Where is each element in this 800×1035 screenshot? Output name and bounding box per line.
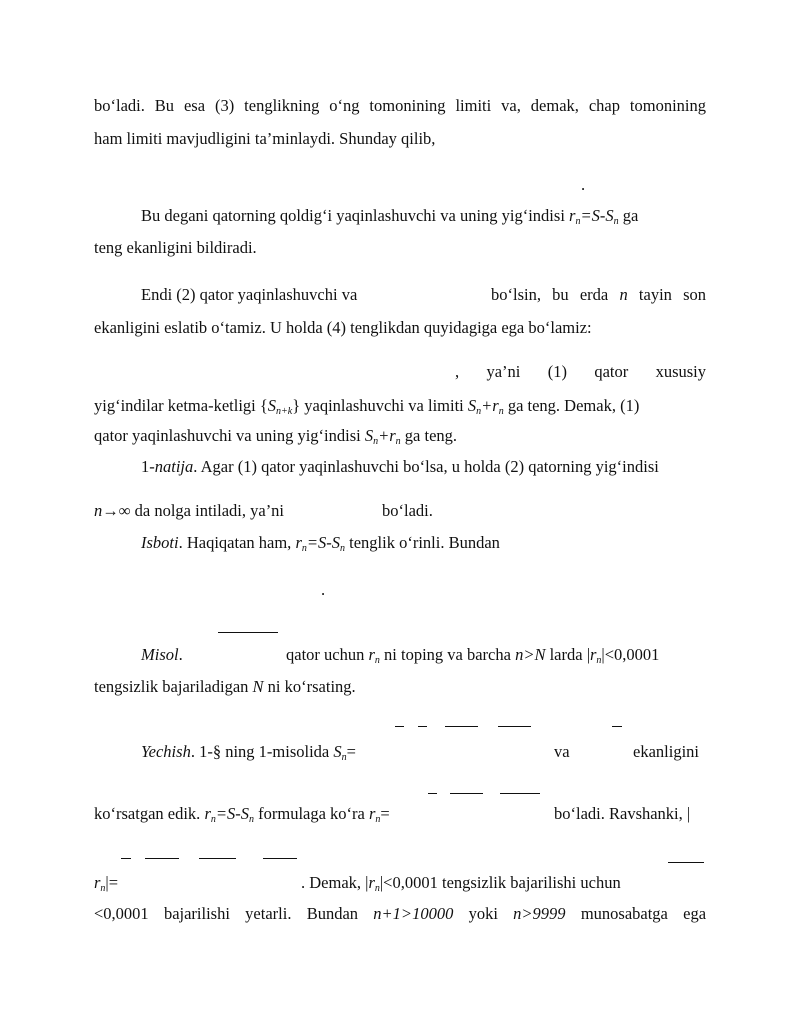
yechish-bar-7 (450, 793, 483, 794)
yechish-line1: Yechish. 1-§ ning 1-misolida $S_n=$ (141, 742, 356, 763)
misol-line2: tengsizlik bajariladigan N ni ko‘rsating. (94, 677, 356, 696)
p1-line2: ham limiti mavjudligini ta’minlaydi. Shunday qilib, (94, 129, 436, 148)
yechish-bar-6 (428, 793, 437, 794)
yechish-bar-12 (263, 858, 297, 859)
yechish-bar-13 (668, 862, 704, 863)
p3-line1a: Endi (2) qator yaqinlashuvchi va (141, 285, 358, 304)
p3-line1b: bo‘lsin, bu erda n tayin son (491, 285, 707, 304)
natija-line1: 1-natija. Agar (1) qator yaqinlashuvchi bo‘lsa, u holda (2) qatorning yig‘indisi (141, 457, 659, 476)
yechish-line3b: . Demak, $|r_n|<0,0001$ tengsizlik bajarilishi uchun (301, 873, 621, 894)
yechish-line1-end: ekanligini (633, 742, 699, 761)
yechish-line2-end: bo‘ladi. Ravshanki, | (554, 804, 691, 823)
p2-line1: Bu degani qatorning qoldig‘i yaqinlashuvchi va uning yig‘indisi $r_n=S-S_n$ ga (141, 206, 639, 227)
p3-line4: yig‘indilar ketma-ketligi $\{S_{n+k}\}$ yaqinlashuvchi va limiti $S_n+r_n$ ga teng. Demak, (1) (94, 396, 640, 417)
isboti-formula-period: . (321, 580, 326, 599)
p2-line2: teng ekanligini bildiradi. (94, 238, 257, 257)
misol-label: Misol. (141, 645, 183, 664)
yechish-bar-9 (121, 858, 131, 859)
natija-line2-end: bo‘ladi. (382, 501, 433, 520)
yechish-bar-8 (500, 793, 540, 794)
yechish-bar-1 (395, 726, 404, 727)
p3-line3: , ya’ni (1) qator xususiy (455, 362, 706, 381)
yechish-bar-11 (199, 858, 236, 859)
yechish-bar-3 (445, 726, 478, 727)
p3-line2: ekanligini eslatib o‘tamiz. U holda (4) tenglikdan quyidagiga ega bo‘lamiz: (94, 318, 592, 337)
yechish-bar-2 (418, 726, 427, 727)
yechish-line1-va: va (554, 742, 570, 761)
yechish-bar-5 (612, 726, 622, 727)
yechish-line3a: $r_n|=$ (94, 873, 119, 894)
p3-line5: qator yaqinlashuvchi va uning yig‘indisi $S_n+r_n$ ga teng. (94, 426, 458, 447)
misol-line1: qator uchun $r_n$ ni toping va barcha n>N larda $|r_n|<0,0001$ (286, 645, 660, 666)
yechish-bar-4 (498, 726, 531, 727)
yechish-line4: <0,0001 bajarilishi yetarli. Bundan n+1>10000 yoki n>9999 munosabatga ega (94, 904, 707, 923)
misol-fraction-bar (218, 632, 278, 633)
natija-line2: n→∞ da nolga intiladi, ya’ni (94, 501, 285, 520)
yechish-bar-10 (145, 858, 179, 859)
isboti-line: Isboti. Haqiqatan ham, $r_n=S-S_n$ tenglik o‘rinli. Bundan (141, 533, 500, 554)
p1-line1: bo‘ladi. Bu esa (3) tenglikning o‘ng tomonining limiti va, demak, chap tomonining (94, 96, 706, 115)
formula-period: . (581, 175, 586, 194)
yechish-line2: ko‘rsatgan edik. $r_n=S-S_n$ formulaga ko‘ra $r_n=$ (94, 804, 390, 825)
